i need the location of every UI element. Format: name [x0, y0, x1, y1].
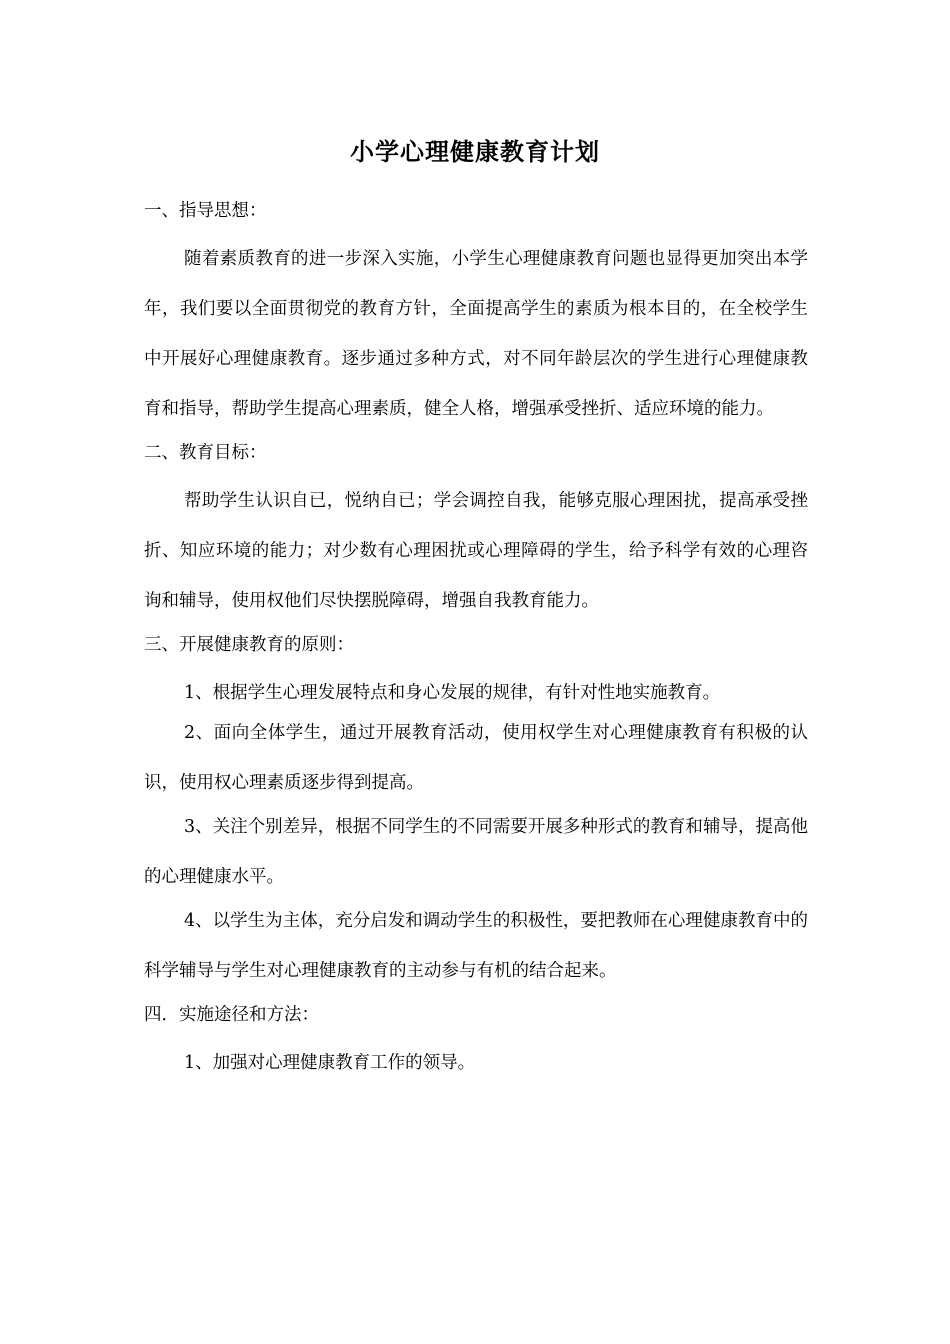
paragraph: 帮助学生认识自已，悦纳自已；学会调控自我，能够克服心理困扰，提高承受挫折、知应环境的能力；对少数有心理困扰或心理障碍的学生，给予科学有效的心理咨询和辅导，使用权他们尽快摆脱障碍，增强自我教育能力。	[144, 491, 808, 611]
document-title: 小学心理健康教育计划	[350, 137, 600, 166]
paragraph: 1、根据学生心理发展特点和身心发展的规律，有针对性地实施教育。	[184, 683, 721, 703]
paragraph: 1、加强对心理健康教育工作的领导。	[184, 1053, 476, 1073]
paragraph: 随着素质教育的进一步深入实施，小学生心理健康教育问题也显得更加突出本学年，我们要以全面贯彻党的教育方针，全面提高学生的素质为根本目的，在全校学生中开展好心理健康教育。逐步通过多种方式，对不同年龄层次的学生进行心理健康教育和指导，帮助学生提高心理素质，健全人格，增强承受挫折、适应环境的能力。	[144, 249, 808, 419]
section-heading: 二、教育目标：	[144, 443, 267, 463]
section-heading: 三、开展健康教育的原则：	[144, 635, 354, 655]
paragraph: 3、关注个别差异，根据不同学生的不同需要开展多种形式的教育和辅导，提高他的心理健康水平。	[144, 817, 808, 887]
paragraph: 2、面向全体学生，通过开展教育活动，使用权学生对心理健康教育有积极的认识，使用权心理素质逐步得到提高。	[144, 723, 808, 793]
section-heading: 一、指导思想：	[144, 201, 267, 221]
section-heading: 四．实施途径和方法：	[144, 1005, 319, 1025]
paragraph: 4、以学生为主体，充分启发和调动学生的积极性，要把教师在心理健康教育中的科学辅导与学生对心理健康教育的主动参与有机的结合起来。	[144, 911, 808, 981]
document-body	[144, 196, 808, 1086]
